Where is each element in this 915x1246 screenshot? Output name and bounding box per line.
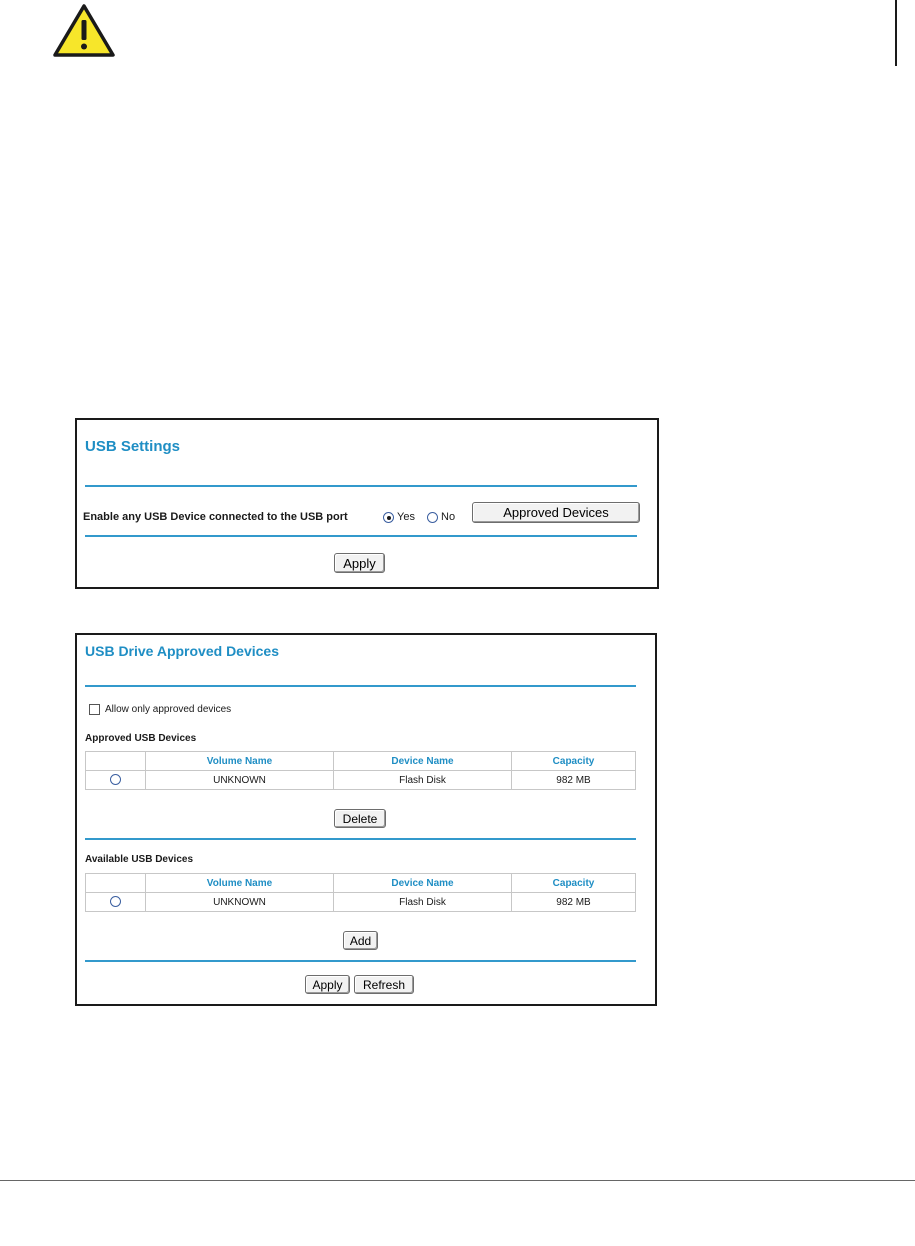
column-header-device-name: Device Name <box>334 874 512 893</box>
column-header-select <box>86 874 146 893</box>
volume-name-cell: UNKNOWN <box>146 893 334 912</box>
table-header-row <box>86 752 636 771</box>
yes-radio[interactable] <box>383 512 394 523</box>
row-select-radio[interactable] <box>110 774 121 785</box>
allow-only-approved-checkbox[interactable] <box>89 704 100 715</box>
approved-devices-button[interactable]: Approved Devices <box>472 502 640 523</box>
approved-devices-title: USB Drive Approved Devices <box>85 643 279 659</box>
device-name-cell: Flash Disk <box>334 771 512 790</box>
divider <box>85 535 637 537</box>
available-devices-table <box>85 873 636 912</box>
column-header-device-name: Device Name <box>334 752 512 771</box>
column-header-select <box>86 752 146 771</box>
available-usb-devices-heading: Available USB Devices <box>85 854 194 865</box>
column-header-volume-name: Volume Name <box>146 752 334 771</box>
enable-usb-label: Enable any USB Device connected to the USB port <box>83 511 348 523</box>
column-header-capacity: Capacity <box>512 752 636 771</box>
no-radio[interactable] <box>427 512 438 523</box>
page-edge-rule <box>895 0 897 66</box>
approved-usb-devices-heading: Approved USB Devices <box>85 733 197 744</box>
usb-settings-panel <box>75 418 659 589</box>
divider <box>85 960 636 962</box>
divider <box>85 838 636 840</box>
apply-button[interactable]: Apply <box>305 975 350 994</box>
yes-label: Yes <box>397 511 415 523</box>
no-label: No <box>441 511 456 523</box>
apply-button[interactable]: Apply <box>334 553 385 573</box>
table-row <box>86 893 636 912</box>
device-name-cell: Flash Disk <box>334 893 512 912</box>
usb-settings-title: USB Settings <box>85 438 181 455</box>
column-header-capacity: Capacity <box>512 874 636 893</box>
refresh-button[interactable]: Refresh <box>354 975 414 994</box>
approved-devices-panel <box>75 633 657 1006</box>
divider <box>85 485 637 487</box>
capacity-cell: 982 MB <box>512 771 636 790</box>
allow-only-approved-label: Allow only approved devices <box>105 704 232 715</box>
table-row <box>86 771 636 790</box>
table-header-row <box>86 874 636 893</box>
approved-devices-table <box>85 751 636 790</box>
add-button[interactable]: Add <box>343 931 378 950</box>
divider <box>85 685 636 687</box>
capacity-cell: 982 MB <box>512 893 636 912</box>
volume-name-cell: UNKNOWN <box>146 771 334 790</box>
column-header-volume-name: Volume Name <box>146 874 334 893</box>
footer-rule <box>0 1180 915 1181</box>
warning-icon <box>52 3 116 58</box>
delete-button[interactable]: Delete <box>334 809 386 828</box>
row-select-radio[interactable] <box>110 896 121 907</box>
